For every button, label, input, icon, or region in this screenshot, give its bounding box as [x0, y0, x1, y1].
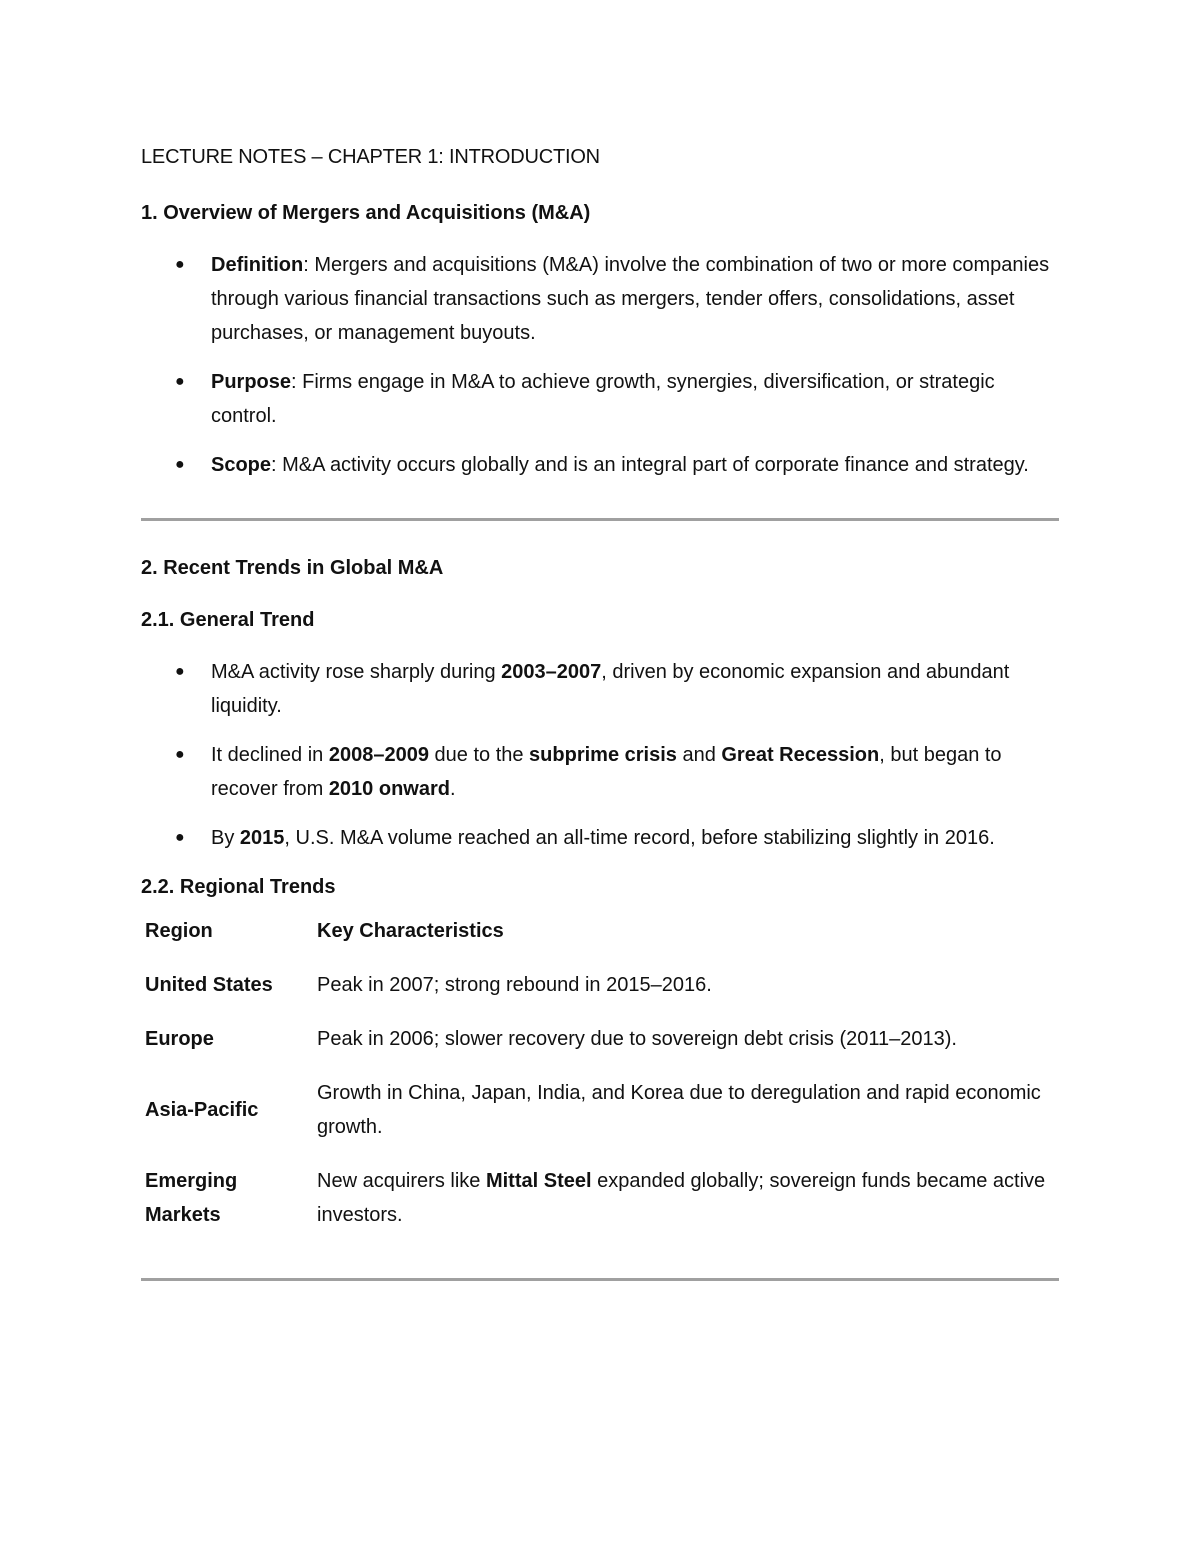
cell-text: expanded globally; sovereign funds became active investors. [317, 1170, 1046, 1226]
region-cell: Europe [145, 1028, 214, 1050]
list-item [141, 365, 1059, 433]
characteristics-cell: Peak in 2006; slower recovery due to sovereign debt crisis (2011–2013). [317, 1028, 957, 1050]
bullet-label: Definition [211, 254, 304, 276]
bullet-text: and [676, 744, 722, 766]
section-1-heading: 1. Overview of Mergers and Acquisitions (M&A) [141, 202, 591, 224]
bullet-text: , but began to recover from [211, 744, 1002, 800]
region-cell: United States [145, 974, 273, 996]
bullet-label: Scope [211, 454, 272, 476]
characteristics-cell: Growth in China, Japan, India, and Korea due to deregulation and rapid economic growth. [317, 1082, 1041, 1138]
bullet-icon: ● [175, 663, 185, 680]
region-cell: Emerging Markets [145, 1170, 238, 1226]
table-row [141, 960, 1059, 1014]
list-item [141, 655, 1059, 723]
document-content [141, 140, 1059, 1311]
bullet-icon: ● [175, 829, 185, 846]
bullet-emphasis: 2008–2009 [328, 744, 429, 766]
bullet-text: , driven by economic expansion and abundant liquidity. [211, 661, 1010, 717]
bullet-text: : M&A activity occurs globally and is an integral part of corporate finance and strategy. [271, 454, 1029, 476]
bullet-text: By [211, 827, 240, 849]
list-item [141, 248, 1059, 350]
table-header-row [141, 910, 1059, 960]
bullet-icon: ● [175, 746, 185, 763]
bullet-text: It declined in [211, 744, 329, 766]
cell-emphasis: Mittal Steel [485, 1170, 592, 1192]
bullet-text: : Firms engage in M&A to achieve growth, synergies, diversification, or strategic control. [211, 371, 995, 427]
general-trend-bullet-list [141, 655, 1059, 855]
section-1-bullet-list [141, 248, 1059, 482]
section-2-heading: 2. Recent Trends in Global M&A [141, 557, 444, 579]
region-cell: Asia-Pacific [145, 1099, 259, 1121]
subsection-2-2-heading: 2.2. Regional Trends [141, 876, 336, 898]
list-item [141, 821, 1059, 855]
bullet-emphasis: Great Recession [721, 744, 880, 766]
bullet-label: Purpose [211, 371, 292, 393]
horizontal-divider [141, 1278, 1059, 1281]
bullet-text: M&A activity rose sharply during [211, 661, 502, 683]
list-item [141, 738, 1059, 806]
subsection-2-1-heading: 2.1. General Trend [141, 609, 315, 631]
bullet-icon: ● [175, 456, 185, 473]
column-header-region: Region [145, 920, 213, 942]
horizontal-divider [141, 518, 1059, 521]
bullet-emphasis: 2010 onward [328, 778, 450, 800]
bullet-text: . [449, 778, 456, 800]
table-row [141, 1014, 1059, 1068]
bullet-icon: ● [175, 373, 185, 390]
characteristics-cell [313, 1156, 1059, 1244]
table-row [141, 1156, 1059, 1244]
bullet-emphasis: 2015 [239, 827, 285, 849]
characteristics-cell: Peak in 2007; strong rebound in 2015–2016. [317, 974, 712, 996]
list-item [141, 448, 1059, 482]
bullet-text: : Mergers and acquisitions (M&A) involve the combination of two or more companies through various financial transactions such as mergers, tender offers, consolidations, asset purchases, or management buyouts. [211, 254, 1050, 344]
cell-text: New acquirers like [317, 1170, 486, 1192]
table-row [141, 1068, 1059, 1156]
bullet-icon: ● [175, 256, 185, 273]
document-title: LECTURE NOTES – CHAPTER 1: INTRODUCTION [141, 146, 600, 168]
bullet-emphasis: subprime crisis [529, 744, 677, 766]
bullet-emphasis: 2003–2007 [501, 661, 602, 683]
column-header-characteristics: Key Characteristics [317, 920, 504, 942]
bullet-text: due to the [428, 744, 530, 766]
regional-trends-table [141, 910, 1059, 1244]
bullet-text: , U.S. M&A volume reached an all-time record, before stabilizing slightly in 2016. [284, 827, 995, 849]
